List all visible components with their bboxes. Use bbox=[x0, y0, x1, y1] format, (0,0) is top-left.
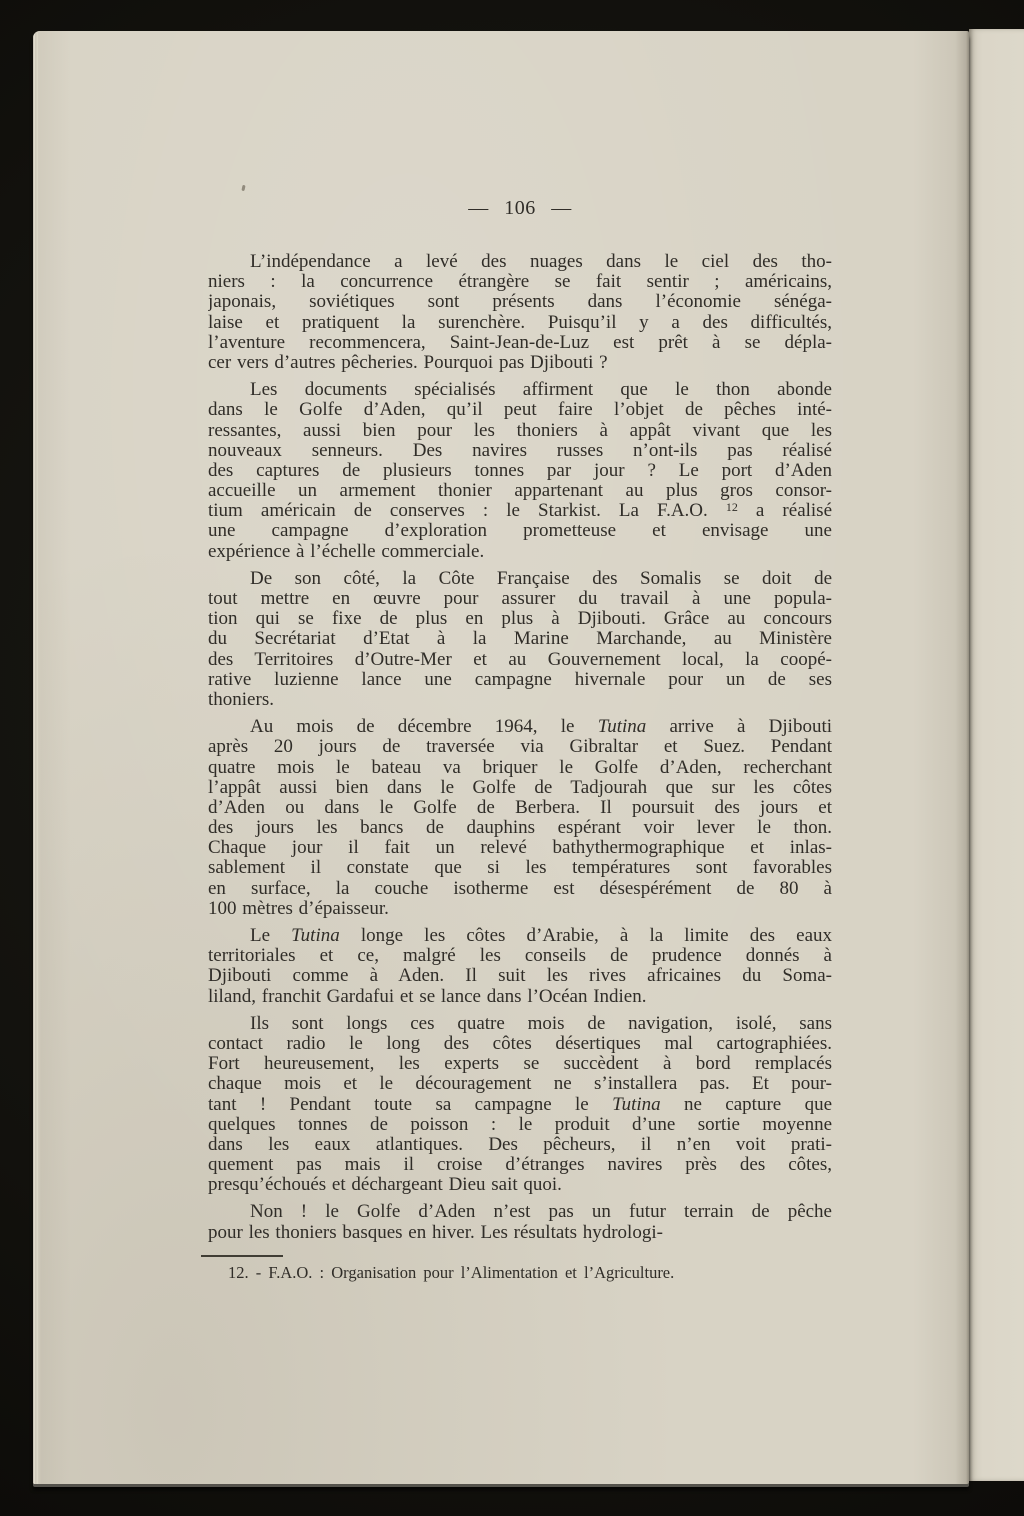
text-line: tant ! Pendant toute sa campagne le Tutina ne capture que bbox=[208, 1094, 832, 1115]
text-line: expérience à l’échelle commerciale. bbox=[208, 541, 485, 562]
italic-ship-name: Tutina bbox=[612, 1094, 661, 1115]
page-text-column bbox=[208, 196, 832, 1283]
text-line: dans le Golfe d’Aden, qu’il peut faire l’objet de pêches inté- bbox=[208, 400, 832, 421]
page-edge-left bbox=[33, 31, 41, 1484]
text-line: tium américain de conserves : le Starkist. La F.A.O. $^{12}$ a réalisé bbox=[208, 501, 832, 522]
text-line: du Secrétariat d’Etat à la Marine Marchande, au Ministère bbox=[208, 629, 832, 650]
text-line: l’appât aussi bien dans le Golfe de Tadjourah que sur les côtes bbox=[208, 777, 832, 798]
text-line: thoniers. bbox=[208, 689, 274, 710]
italic-ship-name: Tutina bbox=[291, 926, 340, 946]
text-line: une campagne d’exploration prometteuse et envisage une bbox=[208, 521, 832, 542]
text-line: De son côté, la Côte Française des Somalis se doit de bbox=[250, 568, 832, 589]
text-line: quelques tonnes de poisson : le produit d’une sortie moyenne bbox=[208, 1114, 832, 1135]
book-page bbox=[33, 31, 969, 1484]
scan-speck bbox=[241, 185, 245, 191]
text-line: liland, franchit Gardafui et se lance dans l’Océan Indien. bbox=[208, 986, 647, 1007]
text-line: Chaque jour il fait un relevé bathythermographique et inlas- bbox=[208, 838, 832, 859]
text-line: tout mettre en œuvre pour assurer du travail à une popula- bbox=[208, 589, 832, 609]
footnote-marker: 12 bbox=[725, 501, 738, 515]
text-line: niers : la concurrence étrangère se fait sentir ; américains, bbox=[208, 272, 832, 293]
text-line: nouveaux senneurs. Des navires russes n’ont-ils pas réalisé bbox=[208, 440, 832, 461]
paragraph bbox=[208, 569, 832, 710]
text-line: pour les thoniers basques en hiver. Les résultats hydrologi- bbox=[208, 1222, 663, 1243]
page-gutter-crease bbox=[955, 31, 969, 1484]
text-line: 100 mètres d’épaisseur. bbox=[208, 898, 389, 919]
text-line: des Territoires d’Outre-Mer et au Gouvernement local, la coopé- bbox=[208, 649, 832, 670]
text-line: territoriales et ce, malgré les conseils de prudence donnés à bbox=[208, 946, 832, 967]
text-line: rative luzienne lance une campagne hivernale pour un de ses bbox=[208, 669, 832, 690]
text-line: Au mois de décembre 1964, le Tutina arrive à Djibouti bbox=[250, 717, 832, 738]
text-line: ressantes, aussi bien pour les thoniers à appât vivant que les bbox=[208, 420, 832, 441]
paragraph bbox=[208, 717, 832, 919]
text-line: contact radio le long des côtes désertiques mal cartographiées. bbox=[208, 1033, 832, 1054]
next-page-edge bbox=[969, 29, 1024, 1481]
paragraph bbox=[208, 1202, 832, 1242]
paragraph bbox=[208, 926, 832, 1007]
italic-ship-name: Tutina bbox=[597, 717, 647, 738]
text-line: accueille un armement thonier appartenant au plus gros consor- bbox=[208, 481, 832, 502]
text-line: des captures de plusieurs tonnes par jour ? Le port d’Aden bbox=[208, 460, 832, 481]
body-paragraphs bbox=[208, 252, 832, 1243]
text-line: d’Aden ou dans le Golfe de Berbera. Il poursuit des jours et bbox=[208, 797, 832, 818]
text-line: quement pas mais il croise d’étranges navires près des côtes, bbox=[208, 1155, 832, 1176]
page-number: — 106 — bbox=[468, 197, 572, 219]
paragraph bbox=[208, 380, 832, 562]
text-line: L’indépendance a levé des nuages dans le ciel des tho- bbox=[250, 252, 832, 272]
text-line: Le Tutina longe les côtes d’Arabie, à la limite des eaux bbox=[250, 926, 832, 946]
text-line: sablement il constate que si les températures sont favorables bbox=[208, 858, 832, 879]
text-line: dans les eaux atlantiques. Des pêcheurs, il n’en voit prati- bbox=[208, 1134, 832, 1155]
text-line: Djibouti comme à Aden. Il suit les rives africaines du Soma- bbox=[208, 966, 832, 987]
text-line: des jours les bancs de dauphins espérant voir lever le thon. bbox=[208, 818, 832, 839]
text-line: Ils sont longs ces quatre mois de navigation, isolé, sans bbox=[250, 1013, 832, 1034]
text-line: japonais, soviétiques sont présents dans l’économie sénéga- bbox=[208, 292, 832, 313]
text-line: tion qui se fixe de plus en plus à Djibouti. Grâce au concours bbox=[208, 609, 832, 630]
paragraph bbox=[208, 252, 832, 373]
text-line: laise et pratiquent la surenchère. Puisqu’il y a des difficultés, bbox=[208, 312, 832, 333]
text-line: Fort heureusement, les experts se succèdent à bord remplacés bbox=[208, 1054, 832, 1075]
footnote: 12. - F.A.O. : Organisation pour l’Alimentation et l’Agriculture. bbox=[228, 1262, 675, 1282]
text-line: en surface, la couche isotherme est désespérément de 80 à bbox=[208, 878, 832, 899]
text-line: Non ! le Golfe d’Aden n’est pas un futur terrain de pêche bbox=[250, 1202, 832, 1223]
text-line: après 20 jours de traversée via Gibraltar et Suez. Pendant bbox=[208, 737, 832, 758]
text-line: presqu’échoués et déchargeant Dieu sait quoi. bbox=[208, 1175, 562, 1196]
footnote-rule bbox=[201, 1255, 283, 1257]
paragraph bbox=[208, 1014, 832, 1196]
text-line: Les documents spécialisés affirment que le thon abonde bbox=[250, 380, 832, 401]
text-line: cer vers d’autres pêcheries. Pourquoi pas Djibouti ? bbox=[208, 352, 608, 373]
text-line: chaque mois et le découragement ne s’installera pas. Et pour- bbox=[208, 1074, 832, 1095]
text-line: quatre mois le bateau va briquer le Golfe d’Aden, recherchant bbox=[208, 757, 832, 778]
text-line: l’aventure recommencera, Saint-Jean-de-Luz est prêt à se dépla- bbox=[208, 332, 832, 353]
